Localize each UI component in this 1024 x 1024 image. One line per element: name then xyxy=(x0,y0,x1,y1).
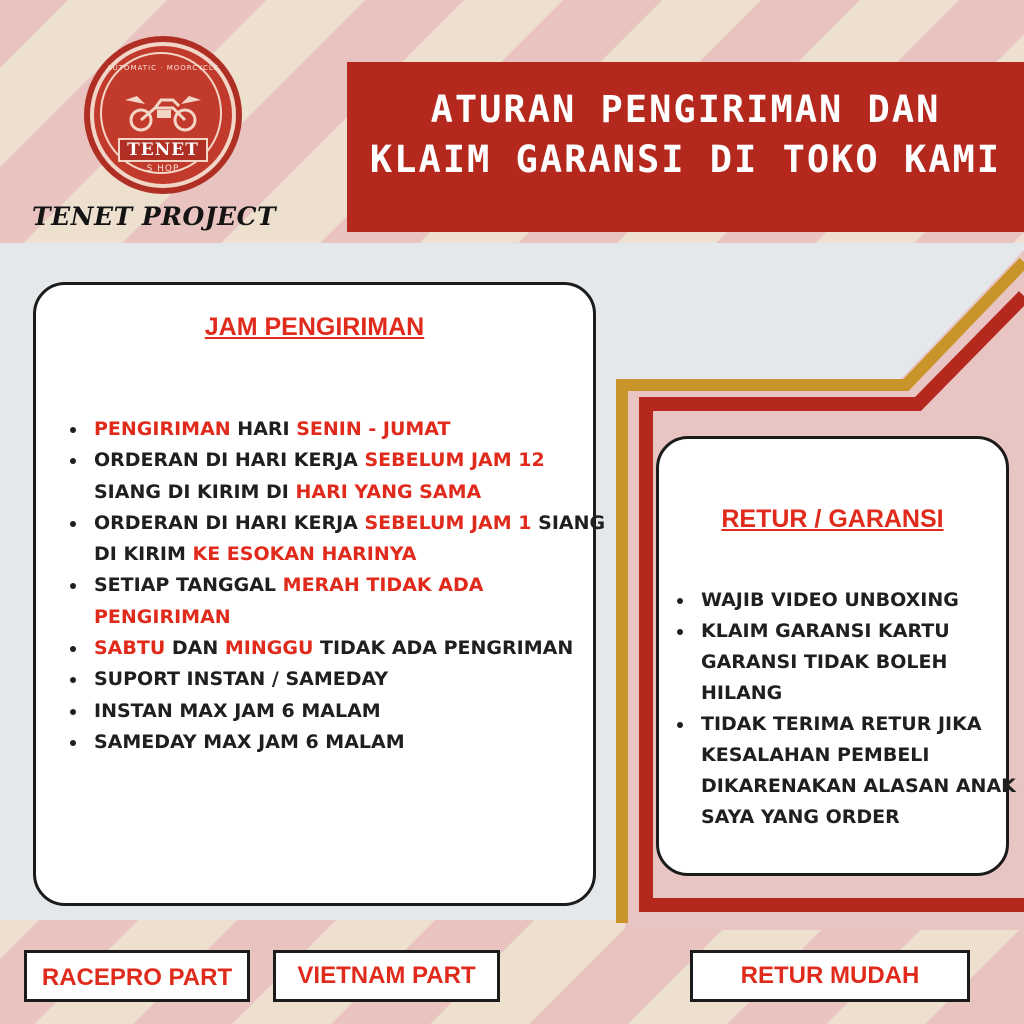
title-banner xyxy=(347,62,1024,232)
shipping-heading: JAM PENGIRIMAN xyxy=(204,313,425,341)
rule-item xyxy=(88,414,608,445)
rule-text: SETIAP TANGGAL xyxy=(94,574,283,597)
rule-text: SIANG DI KIRIM xyxy=(94,511,606,566)
title-line-2: KLAIM GARANSI DI TOKO KAMI xyxy=(369,138,1002,181)
rule-text: INSTAN MAX JAM 6 MALAM xyxy=(94,699,381,722)
logo-subtitle: S HOP xyxy=(146,164,180,174)
rule-item xyxy=(88,445,608,508)
brand-name: TENET PROJECT xyxy=(32,202,277,231)
logo-top-text: AUTOMATIC · MOORCYCLE xyxy=(106,64,220,72)
rule-text: TIDAK ADA PENGRIMAN xyxy=(313,637,574,660)
retur-mudah-tag: RETUR MUDAH xyxy=(690,950,970,1002)
shipping-hours-panel xyxy=(33,282,606,906)
rule-text: SAMEDAY MAX JAM 6 MALAM xyxy=(94,730,405,753)
rule-text: WAJIB VIDEO UNBOXING xyxy=(701,589,959,611)
motorcycle-icon xyxy=(123,86,203,132)
rule-item xyxy=(88,664,608,695)
logo-name: TENET xyxy=(118,138,208,162)
highlighted-text: HARI YANG SAMA xyxy=(295,480,482,503)
rule-text: KLAIM GARANSI KARTU GARANSI TIDAK BOLEH HILANG xyxy=(701,620,950,704)
shop-logo xyxy=(90,42,236,188)
rule-item xyxy=(88,508,608,571)
rule-item xyxy=(88,696,608,727)
highlighted-text: KE ESOKAN HARINYA xyxy=(192,543,417,566)
vietnam-part-tag: VIETNAM PART xyxy=(273,950,500,1002)
rule-item xyxy=(88,570,608,633)
rule-text: DAN xyxy=(165,637,225,660)
rule-item xyxy=(695,616,1024,709)
highlighted-text: SABTU xyxy=(94,637,166,660)
rule-text: TIDAK TERIMA RETUR JIKA KESALAHAN PEMBELI DIKARENAKAN ALASAN ANAK SAYA YANG ORDER xyxy=(701,713,1016,828)
highlighted-text: SEBELUM JAM 12 xyxy=(364,449,545,472)
shipping-rules-list xyxy=(68,414,608,758)
highlighted-text: SENIN - JUMAT xyxy=(296,418,451,440)
highlighted-text: SEBELUM JAM 1 xyxy=(364,511,532,534)
highlighted-text: PENGIRIMAN xyxy=(94,418,231,440)
rule-item xyxy=(695,709,1024,833)
return-rules-list xyxy=(675,585,1024,833)
rule-item xyxy=(88,727,608,758)
highlighted-text: MINGGU xyxy=(224,637,314,660)
rule-item xyxy=(88,633,608,664)
return-heading: RETUR / GARANSI xyxy=(721,505,944,533)
rule-text: SUPORT INSTAN / SAMEDAY xyxy=(94,668,389,691)
rule-text: HARI xyxy=(230,418,297,440)
title-line-1: ATURAN PENGIRIMAN DAN xyxy=(430,88,941,131)
rule-text: SIANG DI KIRIM DI xyxy=(94,480,296,503)
return-warranty-panel xyxy=(656,436,1016,876)
rule-text: ORDERAN DI HARI KERJA xyxy=(94,511,365,534)
rule-item xyxy=(695,585,1024,616)
rule-text: ORDERAN DI HARI KERJA xyxy=(94,449,365,472)
highlighted-text: MERAH TIDAK ADA PENGIRIMAN xyxy=(94,574,484,628)
racepro-part-tag: RACEPRO PART xyxy=(24,950,250,1002)
